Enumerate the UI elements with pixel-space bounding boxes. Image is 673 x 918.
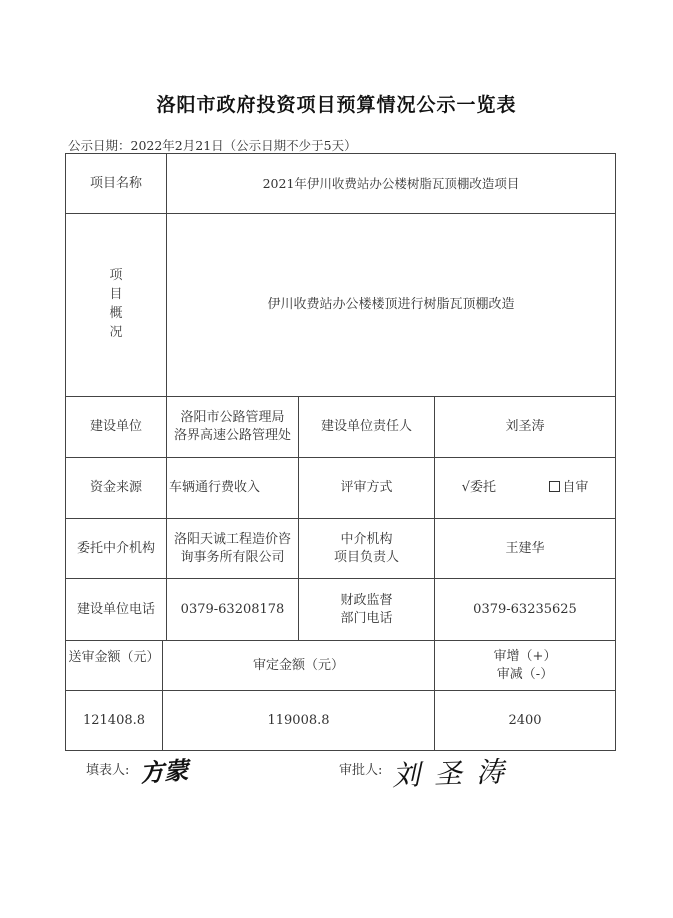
unit-phone-value: 0379-63208178: [180, 601, 285, 617]
construction-unit-label: 建设单位: [89, 419, 142, 434]
project-name-value: 2021年伊川收费站办公楼树脂瓦顶棚改造项目: [262, 175, 520, 191]
approved-amount-label: 审定金额（元）: [252, 657, 344, 673]
unit-phone-label: 建设单位电话: [76, 601, 155, 617]
review-option-entrust: √委托: [461, 480, 496, 495]
project-name-label: 项目名称: [89, 175, 142, 191]
submitted-amount-value: 121408.8: [82, 712, 146, 728]
review-option-self-label: 自审: [562, 480, 589, 495]
filler-label: 填表人:: [86, 763, 130, 778]
filler-signature: 方蒙: [139, 755, 190, 788]
responsible-person-label: 建设单位责任人: [320, 419, 412, 434]
construction-unit-value: [167, 397, 298, 457]
agency-label: 委托中介机构: [76, 540, 155, 556]
overview-label-char: 况: [109, 325, 123, 340]
review-option-self: [549, 479, 588, 497]
agency-person-label-line: 中介机构: [340, 531, 393, 547]
agency-person-label-line: 项目负责人: [333, 549, 399, 565]
change-label-line: 审增（+）: [493, 648, 557, 664]
submitted-amount-label: 送审金额（元）: [68, 650, 160, 665]
agency-value-line: 询事务所有限公司: [180, 549, 285, 565]
project-overview-label: [66, 266, 166, 342]
finance-phone-value: 0379-63235625: [473, 601, 577, 617]
finance-phone-label-line: 财政监督: [340, 592, 393, 608]
responsible-person-value: 刘圣涛: [505, 419, 545, 434]
publish-date: 公示日期：2022年2月21日（公示日期不少于5天）: [68, 138, 357, 153]
review-method-options: [435, 458, 615, 518]
project-overview-value: 伊川收费站办公楼楼顶进行树脂瓦顶棚改造: [267, 297, 515, 312]
review-method-label: 评审方式: [340, 480, 393, 495]
approver-label: 审批人:: [339, 763, 383, 778]
overview-label-char: 项: [109, 268, 123, 283]
change-value: 2400: [508, 712, 542, 728]
agency-person-value: 王建华: [505, 540, 545, 556]
overview-label-char: 概: [109, 306, 123, 321]
finance-phone-label: [299, 579, 434, 640]
finance-phone-label-line: 部门电话: [340, 610, 393, 626]
document-title: 洛阳市政府投资项目预算情况公示一览表: [156, 94, 517, 116]
fund-source-value: 车辆通行费收入: [169, 480, 261, 495]
empty-checkbox-icon: [549, 481, 560, 492]
overview-label-char: 目: [109, 287, 123, 302]
fund-source-label: 资金来源: [89, 480, 142, 495]
change-label-line: 审减（-）: [496, 666, 554, 682]
change-label: [435, 641, 615, 690]
construction-unit-line: 洛阳市公路管理局: [180, 410, 285, 425]
approved-amount-value: 119008.8: [267, 712, 330, 728]
agency-value: [167, 519, 298, 578]
construction-unit-line: 洛界高速公路管理处: [173, 428, 291, 443]
approver-signature: 刘圣涛: [391, 754, 519, 793]
agency-value-line: 洛阳天诚工程造价咨: [173, 531, 291, 547]
agency-person-label: [299, 519, 434, 578]
